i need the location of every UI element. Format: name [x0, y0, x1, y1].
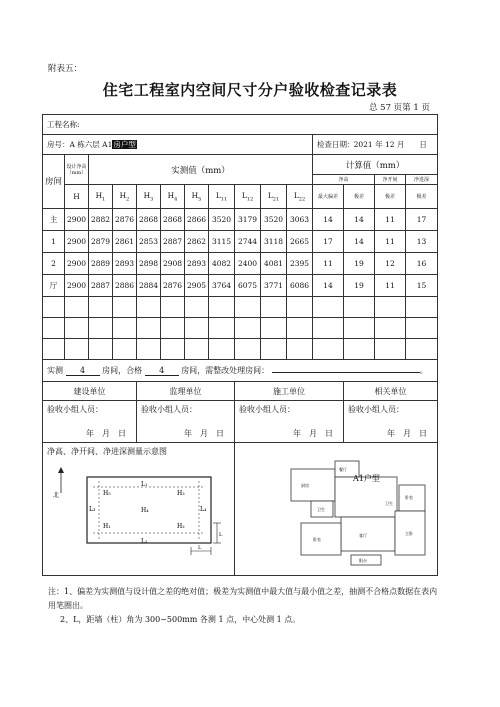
note-2: 2、L，距墙（柱）角为 300~500mm 各测 1 点，中心处测 1 点。 [60, 615, 301, 624]
range-header-2: 极差 [375, 185, 406, 209]
net-depth-header: 净进深 [406, 175, 438, 185]
annex-label: 附表五： [48, 64, 83, 74]
cell: 11 [375, 231, 406, 253]
floorplan-room: 卫生 [317, 507, 325, 512]
cell: 6075 [235, 275, 261, 297]
label-h3: H₃ [177, 490, 185, 497]
summary-text-1: 实测 [47, 366, 63, 375]
cell: 2887 [89, 275, 113, 297]
cell: 2861 [113, 231, 137, 253]
cell: 3063 [287, 209, 313, 231]
cell: 3118 [261, 231, 287, 253]
cell: 2868 [161, 209, 185, 231]
sign-cell-related [344, 401, 438, 443]
label-h1: H₁ [103, 523, 111, 530]
project-label: 工程名称: [47, 120, 80, 129]
cell: 2887 [161, 231, 185, 253]
row-room: 厅 [43, 275, 65, 297]
unit-construction: 建设单位 [43, 382, 137, 401]
empty-row [43, 339, 438, 360]
page-info: 总 57 页第 1 页 [368, 103, 430, 113]
cell: 11 [313, 253, 344, 275]
table-row [43, 275, 438, 297]
col-h5: $H_5$ [185, 185, 209, 209]
floorplan-room: 卧室 [313, 537, 321, 542]
col-h1: $H_1$ [89, 185, 113, 209]
cell: 11 [375, 275, 406, 297]
max-deviation-header: 最大偏差 [313, 185, 344, 209]
cell: 17 [313, 231, 344, 253]
calculated-header: 计算值（mm） [313, 155, 438, 175]
label-l2: L₂ [141, 538, 148, 545]
cell: 14 [344, 231, 375, 253]
range-header-3: 极差 [406, 185, 438, 209]
cell: 2893 [185, 253, 209, 275]
sign-label: 验收小组人员： [141, 405, 197, 414]
floorplan-room: 客厅 [359, 533, 367, 538]
inspect-date-value: 2021 年 12 月 日 [344, 135, 438, 155]
label-l4: L₄ [200, 506, 207, 513]
label-h4: H₄ [141, 507, 149, 514]
cell: 2866 [185, 209, 209, 231]
label-l1: L₁ [141, 481, 148, 488]
measurement-diagram [49, 461, 245, 573]
cell: 2898 [137, 253, 161, 275]
unit-supervision: 监理单位 [137, 382, 235, 401]
notes [48, 585, 440, 627]
table-row [43, 209, 438, 231]
cell: 2395 [287, 253, 313, 275]
col-l21: $L_{21}$ [261, 185, 287, 209]
col-h2: $H_2$ [113, 185, 137, 209]
cell: 3771 [261, 275, 287, 297]
north-arrow-head [58, 467, 64, 473]
cell: 2908 [161, 253, 185, 275]
cell: 19 [344, 253, 375, 275]
cell: 4081 [261, 253, 287, 275]
col-l11: $L_{11}$ [209, 185, 235, 209]
empty-row [43, 297, 438, 318]
col-l22: $L_{22}$ [287, 185, 313, 209]
label-l3: L₃ [89, 506, 96, 513]
summary-end: 。 [419, 366, 428, 375]
unit-related: 相关单位 [344, 382, 438, 401]
cell: 2400 [235, 253, 261, 275]
label-l-side: L [219, 532, 223, 538]
cell: 2853 [137, 231, 161, 253]
cell: 2862 [185, 231, 209, 253]
sign-date: 年 月 日 [184, 429, 224, 438]
cell: 2876 [161, 275, 185, 297]
summary-text-3: 房间，需整改处理房间： [181, 366, 270, 375]
floorplan-room: 厨房 [301, 483, 309, 488]
cell: 2884 [137, 275, 161, 297]
cell: 2879 [89, 231, 113, 253]
cell: 2868 [137, 209, 161, 231]
floorplan-room: 阳台 [359, 558, 367, 563]
cell: 3115 [209, 231, 235, 253]
range-header-1: 极差 [344, 185, 375, 209]
room-header: 房间 [43, 155, 65, 209]
measured-header: 实测值（mm） [89, 155, 313, 185]
cell: 2744 [235, 231, 261, 253]
sign-label: 验收小组人员： [348, 405, 404, 414]
cell: 19 [344, 275, 375, 297]
diagram-cell [43, 443, 235, 576]
cell: 2886 [113, 275, 137, 297]
sign-label: 验收小组人员： [239, 405, 295, 414]
floorplan-room: 餐厅 [339, 467, 347, 472]
north-label: 北 [53, 492, 60, 499]
project-name-row [43, 115, 438, 135]
cell: 14 [313, 209, 344, 231]
net-height-header: 净高 [313, 175, 375, 185]
page-title: 住宅工程室内空间尺寸分户验收检查记录表 [102, 81, 398, 99]
floorplan-room: 主卧 [405, 531, 413, 536]
cell: 2900 [65, 209, 89, 231]
cell: 16 [406, 253, 438, 275]
floorplan-room: 卧室 [405, 495, 413, 500]
cell: 3764 [209, 275, 235, 297]
floorplan-room: 卫生 [385, 501, 393, 506]
cell: 17 [406, 209, 438, 231]
floorplan [241, 445, 421, 573]
cell: 12 [375, 253, 406, 275]
col-h: H [65, 185, 89, 209]
empty-row [43, 318, 438, 339]
diagram-title: 净高、净开间、净进深测量示意图 [47, 447, 167, 456]
sign-cell-supervision [137, 401, 235, 443]
design-height-header: 设计净高（mm） [65, 155, 89, 185]
cell: 2665 [287, 231, 313, 253]
row-room: 2 [43, 253, 65, 275]
table-row [43, 253, 438, 275]
row-room: 主 [43, 209, 65, 231]
measured-count: 4 [66, 366, 100, 376]
cell: 11 [375, 209, 406, 231]
pass-count: 4 [145, 366, 179, 376]
col-h3: $H_3$ [137, 185, 161, 209]
label-h5: H₅ [103, 490, 111, 497]
floorplan-cell [235, 443, 438, 576]
cell: 2889 [89, 253, 113, 275]
sign-cell-construction [43, 401, 137, 443]
sign-label: 验收小组人员： [47, 405, 103, 414]
cell: 2905 [185, 275, 209, 297]
label-h2: H₂ [177, 523, 185, 530]
floorplan-title: A1户型 [353, 474, 380, 483]
cell: 2900 [65, 275, 89, 297]
cell: 6086 [287, 275, 313, 297]
unit-contractor: 施工单位 [235, 382, 344, 401]
sign-cell-contractor [235, 401, 344, 443]
cell: 13 [406, 231, 438, 253]
cell: 15 [406, 275, 438, 297]
room-no-label: 房号：A 栋六层 A1 [47, 140, 113, 149]
note-1: 注：1、偏差为实测值与设计值之差的绝对值；极差为实测值中最大值与最小值之差，抽测不合格点数据在表内用笔圈出。 [48, 587, 438, 610]
sign-date: 年 月 日 [86, 429, 126, 438]
cell: 3520 [209, 209, 235, 231]
cell: 2900 [65, 231, 89, 253]
summary-row [43, 360, 438, 382]
col-h4: $H_4$ [161, 185, 185, 209]
row-room: 1 [43, 231, 65, 253]
cell: 4082 [209, 253, 235, 275]
cell: 14 [313, 275, 344, 297]
label-l-bottom: L [198, 545, 202, 551]
cell: 2893 [113, 253, 137, 275]
cell: 2876 [113, 209, 137, 231]
cell: 2900 [65, 253, 89, 275]
col-l12: $L_{12}$ [235, 185, 261, 209]
inspect-date-label: 检查日期： [313, 135, 344, 155]
room-no-cell [43, 135, 313, 155]
inspection-table [42, 114, 438, 576]
cell: 2882 [89, 209, 113, 231]
sign-date: 年 月 日 [293, 429, 333, 438]
rework-rooms-blank [272, 372, 420, 373]
cell: 3179 [235, 209, 261, 231]
table-row [43, 231, 438, 253]
cell: 3520 [261, 209, 287, 231]
summary-text-2: 房间，合格 [102, 366, 143, 375]
sign-date: 年 月 日 [387, 429, 428, 438]
cell: 14 [344, 209, 375, 231]
room-type-label: 房户型 [113, 140, 136, 149]
net-bay-header: 净开间 [375, 175, 406, 185]
